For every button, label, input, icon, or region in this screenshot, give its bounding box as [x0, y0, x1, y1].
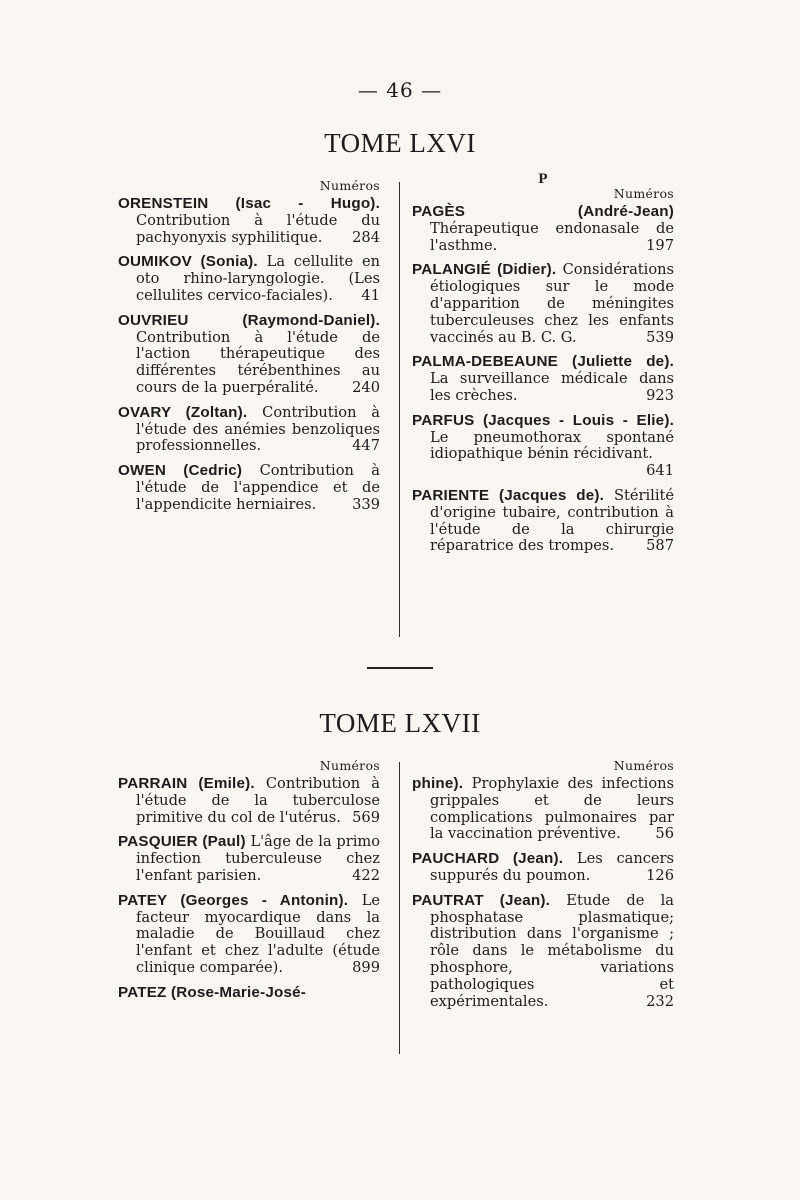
numeros-header: Numéros	[613, 186, 674, 201]
numeros-header: Numéros	[319, 178, 380, 193]
index-entry	[118, 776, 380, 826]
index-entry	[412, 893, 674, 1011]
thesis-title: Stérilité d'origine tubaire, contribution à l'étude de la chirurgie réparatrice des trompes.	[430, 486, 674, 555]
thesis-title: La cellulite en oto rhino-laryngologie. (Les cellulites cervico-faciales).	[136, 253, 381, 304]
index-entry	[412, 776, 674, 843]
index-entry	[412, 413, 674, 480]
page-number: — 46 —	[357, 78, 443, 102]
column-divider	[399, 182, 400, 637]
index-entry	[118, 834, 380, 884]
index-entry	[412, 851, 674, 885]
numeros-header: Numéros	[613, 758, 674, 773]
author-name: PAGÈS (André-Jean)	[412, 203, 674, 220]
tome-1-right-column	[412, 172, 674, 563]
thesis-number: 422	[352, 866, 380, 884]
author-name: PALMA-DEBEAUNE (Juliette de).	[412, 353, 674, 371]
author-name: PARRAIN (Emile).	[118, 775, 255, 792]
tome-1-left-column	[118, 178, 380, 522]
author-name: PAUTRAT (Jean).	[412, 891, 551, 909]
thesis-title: Le facteur myocardique dans la maladie de Bouillaud chez l'enfant et chez l'adulte (étude clinique comparée).	[136, 891, 381, 976]
section-letter: P	[538, 171, 548, 187]
thesis-title: Contribution à l'étude du pachyonyxis syphilitique.	[136, 211, 380, 246]
thesis-title: L'âge de la primo infection tuberculeuse chez l'enfant parisien.	[136, 833, 380, 884]
thesis-number: 197	[646, 236, 674, 254]
author-name: PARFUS (Jacques - Louis - Elie).	[412, 411, 674, 429]
thesis-title: La surveillance médicale dans les crèches.	[430, 370, 674, 404]
thesis-number: 587	[646, 537, 674, 555]
thesis-title: Les cancers suppurés du poumon.	[430, 850, 674, 884]
index-entry	[118, 196, 380, 246]
author-name: PASQUIER (Paul)	[118, 833, 246, 851]
author-name: PAUCHARD (Jean).	[412, 850, 564, 868]
thesis-number: 447	[352, 437, 380, 455]
tome-title: TOME LXVI	[324, 128, 476, 158]
thesis-title: Contribution à l'étude de l'action thérapeutique des différentes térébenthines au cours de la puerpéralité.	[136, 328, 380, 396]
index-entry	[118, 463, 380, 513]
thesis-title: Contribution à l'étude de l'appendice et de l'appendicite herniaires.	[136, 462, 380, 513]
thesis-title: Etude de la phosphatase plasmatique; distribution dans l'organisme ; rôle dans le métabolisme du phosphore, variations pathologiques et expérimentales.	[430, 891, 674, 1010]
thesis-number: 641	[646, 462, 674, 480]
author-name: OUVRIEU (Raymond-Daniel).	[118, 311, 380, 329]
index-entry	[412, 204, 674, 254]
index-entry	[412, 488, 674, 555]
tome-2-left-column	[118, 758, 380, 1010]
author-name: PARIENTE (Jacques de).	[412, 486, 605, 504]
author-name: PATEZ (Rose-Marie-José-	[118, 983, 307, 1001]
thesis-title: Thérapeutique endonasale de l'asthme.	[430, 219, 674, 254]
index-entry	[118, 405, 380, 455]
thesis-title: Prophylaxie des infections grippales et de leurs complications pulmonaires par la vaccination préventive.	[430, 775, 675, 843]
tome-2-right-column	[412, 758, 674, 1018]
index-entry	[118, 313, 380, 397]
section-separator	[367, 667, 433, 669]
thesis-title: Considérations étiologiques sur le mode d'apparition de méningites tuberculeuses chez les enfants vaccinés au B. C. G.	[430, 261, 674, 346]
thesis-number: 899	[352, 958, 380, 976]
index-entry	[412, 354, 674, 404]
tome-title: TOME LXVII	[319, 708, 481, 738]
author-name: phine).	[412, 775, 464, 792]
column-divider	[399, 762, 400, 1054]
index-entry	[118, 985, 380, 1002]
thesis-number: 41	[361, 286, 380, 304]
author-name: OUMIKOV (Sonia).	[118, 253, 258, 271]
author-name: PATEY (Georges - Antonin).	[118, 891, 349, 909]
index-entry	[412, 262, 674, 346]
numeros-header: Numéros	[319, 758, 380, 773]
thesis-number: 539	[646, 328, 674, 346]
thesis-number: 923	[646, 386, 674, 404]
thesis-number: 126	[646, 866, 674, 884]
author-name: OWEN (Cedric)	[118, 462, 243, 480]
thesis-title: Contribution à l'étude des anémies benzoliques professionnelles.	[136, 403, 381, 455]
thesis-number: 240	[352, 378, 380, 396]
thesis-number: 569	[352, 808, 380, 826]
thesis-number: 56	[655, 825, 674, 843]
author-name: PALANGIÉ (Didier).	[412, 261, 557, 279]
thesis-number: 339	[352, 495, 380, 513]
thesis-number: 232	[646, 992, 674, 1010]
thesis-title: Le pneumothorax spontané idiopathique bénin récidivant.	[430, 428, 674, 463]
thesis-title: Contribution à l'étude de la tuberculose primitive du col de l'utérus.	[136, 775, 380, 826]
author-name: ORENSTEIN (Isac - Hugo).	[118, 195, 380, 212]
index-entry	[118, 254, 380, 304]
author-name: OVARY (Zoltan).	[118, 403, 248, 421]
thesis-number: 284	[352, 228, 380, 246]
index-entry	[118, 893, 380, 977]
